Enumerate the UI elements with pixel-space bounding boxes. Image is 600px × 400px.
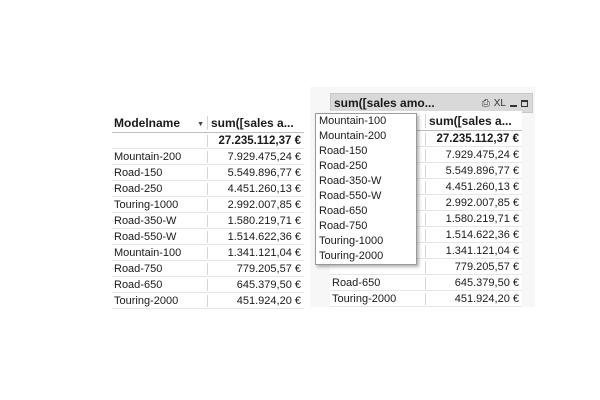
table-row[interactable] bbox=[330, 275, 522, 291]
table-row[interactable] bbox=[112, 293, 304, 309]
model-name-cell[interactable]: Road-650 bbox=[114, 278, 163, 291]
totals-row bbox=[112, 133, 304, 149]
dropdown-option[interactable]: Touring-2000 bbox=[319, 250, 384, 262]
model-name-cell[interactable]: Road-250 bbox=[114, 182, 163, 195]
left-straight-table bbox=[112, 113, 304, 309]
total-value: 27.235.112,37 € bbox=[207, 135, 304, 147]
sales-value-cell: 1.580.219,71 € bbox=[425, 213, 522, 225]
table-row[interactable] bbox=[112, 245, 304, 261]
sales-value-cell: 779.205,57 € bbox=[425, 261, 522, 273]
sales-value-cell: 2.992.007,85 € bbox=[425, 197, 522, 209]
table-row[interactable] bbox=[112, 149, 304, 165]
dropdown-option[interactable]: Road-750 bbox=[319, 220, 368, 232]
sales-value-cell: 1.341.121,04 € bbox=[425, 245, 522, 257]
model-name-cell[interactable]: Road-150 bbox=[114, 166, 163, 179]
table-row[interactable] bbox=[112, 197, 304, 213]
sales-value-cell: 7.929.475,24 € bbox=[207, 151, 304, 163]
sales-value-cell: 4.451.260,13 € bbox=[425, 181, 522, 193]
sort-dropdown-icon[interactable]: ▼ bbox=[197, 120, 204, 128]
model-name-cell[interactable]: Road-750 bbox=[114, 262, 163, 275]
sales-column-header[interactable]: sum([sales a... bbox=[425, 114, 522, 128]
table-header bbox=[112, 113, 304, 133]
dropdown-option[interactable]: Mountain-100 bbox=[319, 115, 387, 127]
print-icon[interactable]: ⎙ bbox=[481, 97, 490, 109]
table-row[interactable] bbox=[112, 261, 304, 277]
model-name-cell[interactable]: Road-550-W bbox=[114, 230, 177, 243]
model-name-cell[interactable]: Touring-1000 bbox=[114, 198, 179, 211]
object-caption-bar[interactable] bbox=[330, 93, 533, 113]
dropdown-option[interactable]: Road-150 bbox=[319, 145, 368, 157]
minimize-icon[interactable] bbox=[510, 105, 517, 107]
model-name-cell[interactable]: Mountain-100 bbox=[114, 246, 182, 259]
dropdown-option[interactable]: Road-350-W bbox=[319, 175, 382, 187]
table-row[interactable] bbox=[112, 229, 304, 245]
dropdown-option[interactable]: Road-650 bbox=[319, 205, 368, 217]
sales-value-cell: 2.992.007,85 € bbox=[207, 199, 304, 211]
maximize-icon[interactable] bbox=[521, 100, 528, 107]
sales-value-cell: 451.924,20 € bbox=[425, 293, 522, 305]
sales-value-cell: 5.549.896,77 € bbox=[207, 167, 304, 179]
excel-icon[interactable]: XL bbox=[493, 97, 506, 109]
sales-value-cell: 779.205,57 € bbox=[207, 263, 304, 275]
model-name-cell[interactable]: Road-650 bbox=[332, 276, 381, 289]
sales-value-cell: 451.924,20 € bbox=[207, 295, 304, 307]
model-name-cell[interactable]: Touring-2000 bbox=[114, 294, 179, 307]
dropdown-option[interactable]: Mountain-200 bbox=[319, 130, 387, 142]
model-name-cell[interactable]: Mountain-200 bbox=[114, 150, 182, 163]
model-name-cell[interactable]: Road-350-W bbox=[114, 214, 177, 227]
sales-value-cell: 4.451.260,13 € bbox=[207, 183, 304, 195]
dropdown-option[interactable]: Road-550-W bbox=[319, 190, 382, 202]
field-dropdown-list[interactable] bbox=[315, 113, 417, 265]
model-name-cell[interactable]: Touring-2000 bbox=[332, 292, 397, 305]
sales-value-cell: 7.929.475,24 € bbox=[425, 149, 522, 161]
table-row[interactable] bbox=[112, 277, 304, 293]
table-row[interactable] bbox=[330, 291, 522, 307]
table-row[interactable] bbox=[112, 213, 304, 229]
sales-value-cell: 1.514.622,36 € bbox=[207, 231, 304, 243]
caption-title: sum([sales amo... bbox=[334, 96, 435, 110]
sales-value-cell: 1.341.121,04 € bbox=[207, 247, 304, 259]
total-value: 27.235.112,37 € bbox=[425, 133, 522, 145]
table-row[interactable] bbox=[112, 165, 304, 181]
table-row[interactable] bbox=[112, 181, 304, 197]
sales-value-cell: 5.549.896,77 € bbox=[425, 165, 522, 177]
sales-value-cell: 1.580.219,71 € bbox=[207, 215, 304, 227]
dropdown-option[interactable]: Road-250 bbox=[319, 160, 368, 172]
modelname-column-header[interactable] bbox=[112, 116, 207, 130]
header-label: Modelname bbox=[114, 115, 181, 130]
dropdown-option[interactable]: Touring-1000 bbox=[319, 235, 384, 247]
sales-value-cell: 645.379,50 € bbox=[207, 279, 304, 291]
sales-value-cell: 1.514.622,36 € bbox=[425, 229, 522, 241]
sales-column-header[interactable]: sum([sales a... bbox=[207, 116, 304, 130]
sales-value-cell: 645.379,50 € bbox=[425, 277, 522, 289]
